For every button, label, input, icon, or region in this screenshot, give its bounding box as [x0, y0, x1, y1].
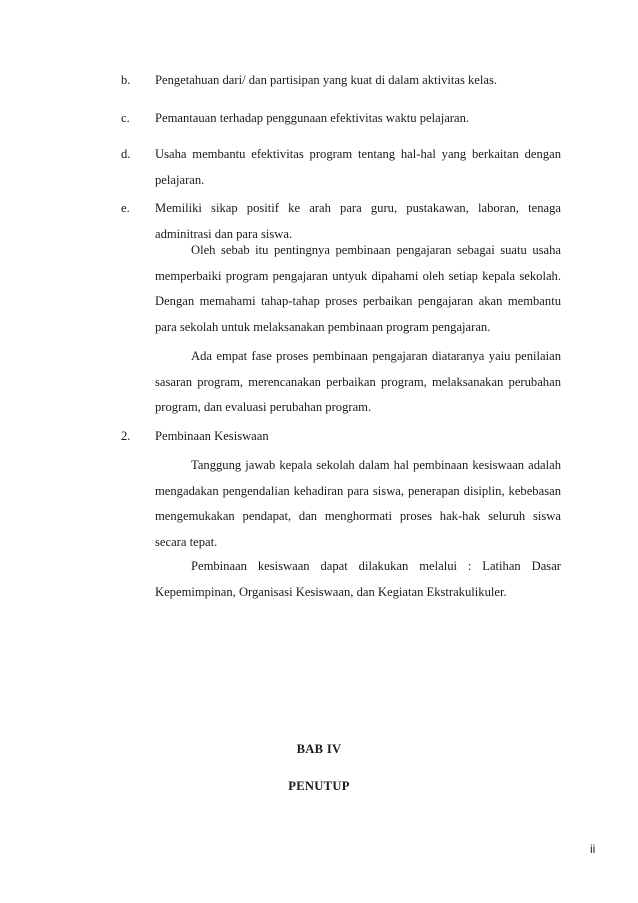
list-item-b	[121, 68, 561, 94]
list-marker: d.	[121, 147, 131, 161]
body-paragraph: Pembinaan kesiswaan dapat dilakukan melalui : Latihan Dasar Kepemimpinan, Organisasi Kesiswaan, dan Kegiatan Ekstrakulikuler.	[155, 559, 561, 599]
list-item-text: Usaha membantu efektivitas program tentang hal-hal yang berkaitan dengan pelajaran.	[155, 147, 561, 187]
section-number: 2.	[121, 429, 131, 443]
list-item-c	[121, 106, 561, 132]
chapter-number: BAB IV	[296, 742, 342, 756]
list-item-d	[121, 142, 561, 193]
list-marker: e.	[121, 201, 130, 215]
section-heading	[121, 424, 561, 450]
list-item-text: Memiliki sikap positif ke arah para guru, pustakawan, laboran, tenaga adminitrasi dan para siswa.	[155, 201, 561, 241]
list-item-text: Pemantauan terhadap penggunaan efektivitas waktu pelajaran.	[155, 111, 470, 125]
chapter-title: PENUTUP	[288, 779, 350, 793]
body-paragraph: Oleh sebab itu pentingnya pembinaan pengajaran sebagai suatu usaha memperbaiki program pengajaran untyuk dipahami oleh setiap kepala sekolah. Dengan memahami tahap-tahap proses perbaikan pengajaran akan membantu para sekolah untuk melaksanakan pembinaan program pengajaran.	[155, 243, 561, 334]
body-paragraph: Tanggung jawab kepala sekolah dalam hal pembinaan kesiswaan adalah mengadakan pengendalian kehadiran para siswa, penerapan disiplin, kebebasan mengemukakan pendapat, dan menghormati proses hak-hak seluruh siswa secara tepat.	[155, 458, 561, 549]
list-item-text: Pengetahuan dari/ dan partisipan yang kuat di dalam aktivitas kelas.	[155, 73, 498, 87]
list-marker: b.	[121, 73, 131, 87]
section-title: Pembinaan Kesiswaan	[155, 429, 269, 443]
list-marker: c.	[121, 111, 130, 125]
body-paragraph: Ada empat fase proses pembinaan pengajaran diataranya yaiu penilaian sasaran program, merencanakan perbaikan program, melaksanakan perubahan program, dan evaluasi perubahan program.	[155, 349, 561, 414]
page-number: ii	[590, 842, 596, 856]
